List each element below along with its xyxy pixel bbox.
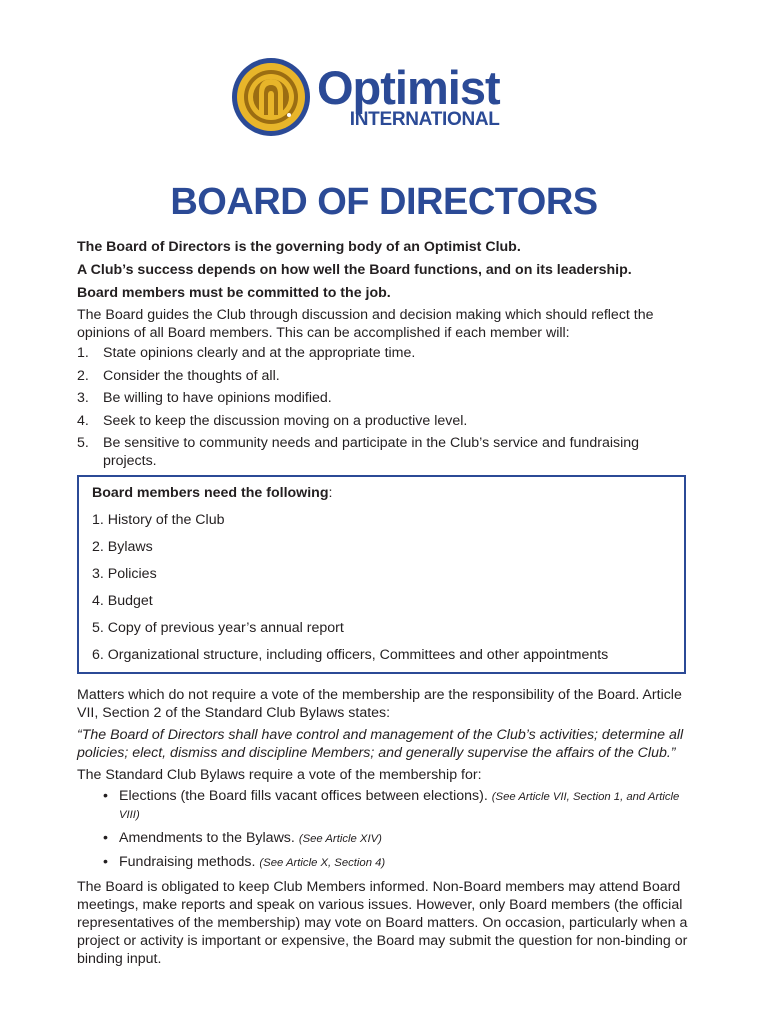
list-item: 4. Budget bbox=[92, 593, 153, 609]
list-item: 1. History of the Club bbox=[92, 512, 225, 528]
list-item: 2. Consider the thoughts of all. bbox=[77, 367, 280, 384]
list-item: • Amendments to the Bylaws. (See Article XIV) bbox=[103, 830, 382, 846]
closing-paragraph: The Board is obligated to keep Club Members informed. Non-Board members may attend Board meetings, make reports and speak on various issues. However, only Board members (the official representatives of the membership) may vote on Board matters. On occasion, particularly when a project or activity is important or expensive, the Board may submit the question for non-binding or binding input. bbox=[77, 879, 688, 967]
wordmark bbox=[317, 61, 500, 130]
member-guidelines-list bbox=[77, 344, 695, 470]
guides-paragraph: The Board guides the Club through discussion and decision making which should reflect the opinions of all Board members. This can be accomplished if each member will: bbox=[77, 307, 654, 341]
article-reference: (See Article VII, Section 1, and Article VIII) bbox=[119, 791, 680, 821]
list-item: 3. Policies bbox=[92, 566, 157, 582]
intro-statement: A Club’s success depends on how well the Board functions, and on its leadership. bbox=[77, 262, 632, 278]
needs-list bbox=[92, 510, 684, 665]
matters-paragraph: Matters which do not require a vote of the membership are the responsibility of the Board. Article VII, Section 2 of the Standard Club Bylaws states: bbox=[77, 687, 682, 721]
list-item: • Fundraising methods. (See Article X, Section 4) bbox=[103, 854, 386, 870]
logo-subtitle: INTERNATIONAL bbox=[349, 109, 500, 130]
intro-statement: The Board of Directors is the governing body of an Optimist Club. bbox=[77, 239, 521, 255]
vote-intro: The Standard Club Bylaws require a vote of the membership for: bbox=[77, 767, 482, 783]
board-needs-box bbox=[77, 475, 686, 674]
bylaws-quote: “The Board of Directors shall have control and management of the Club’s activities; determine all policies; elect, dismiss and discipline Members; and generally supervise the affairs of the Club.” bbox=[77, 727, 684, 761]
intro-statement: Board members must be committed to the job. bbox=[77, 285, 391, 301]
optimist-logo bbox=[231, 55, 500, 139]
vote-requirements-list bbox=[77, 788, 695, 872]
article-reference: (See Article XIV) bbox=[298, 833, 382, 845]
article-reference: (See Article X, Section 4) bbox=[259, 857, 386, 869]
list-item: 3. Be willing to have opinions modified. bbox=[77, 390, 332, 406]
list-item: 2. Bylaws bbox=[92, 539, 153, 555]
list-item: 5. Copy of previous year’s annual report bbox=[92, 620, 344, 636]
page-title: BOARD OF DIRECTORS bbox=[170, 181, 598, 223]
document-body bbox=[77, 237, 695, 968]
list-item: 6. Organizational structure, including officers, Committees and other appointments bbox=[92, 647, 609, 663]
list-item: 5. Be sensitive to community needs and participate in the Club’s service and fundraising projects. bbox=[77, 435, 640, 469]
logo-name: Optimist bbox=[317, 61, 500, 114]
box-heading: Board members need the following: bbox=[92, 485, 333, 501]
list-item: • Elections (the Board fills vacant offices between elections). (See Article VII, Section 1, and Article VIII) bbox=[103, 788, 680, 821]
list-item: 4. Seek to keep the discussion moving on a productive level. bbox=[77, 412, 468, 429]
optimist-emblem-icon bbox=[231, 57, 311, 137]
list-item: 1. State opinions clearly and at the appropriate time. bbox=[77, 345, 416, 361]
